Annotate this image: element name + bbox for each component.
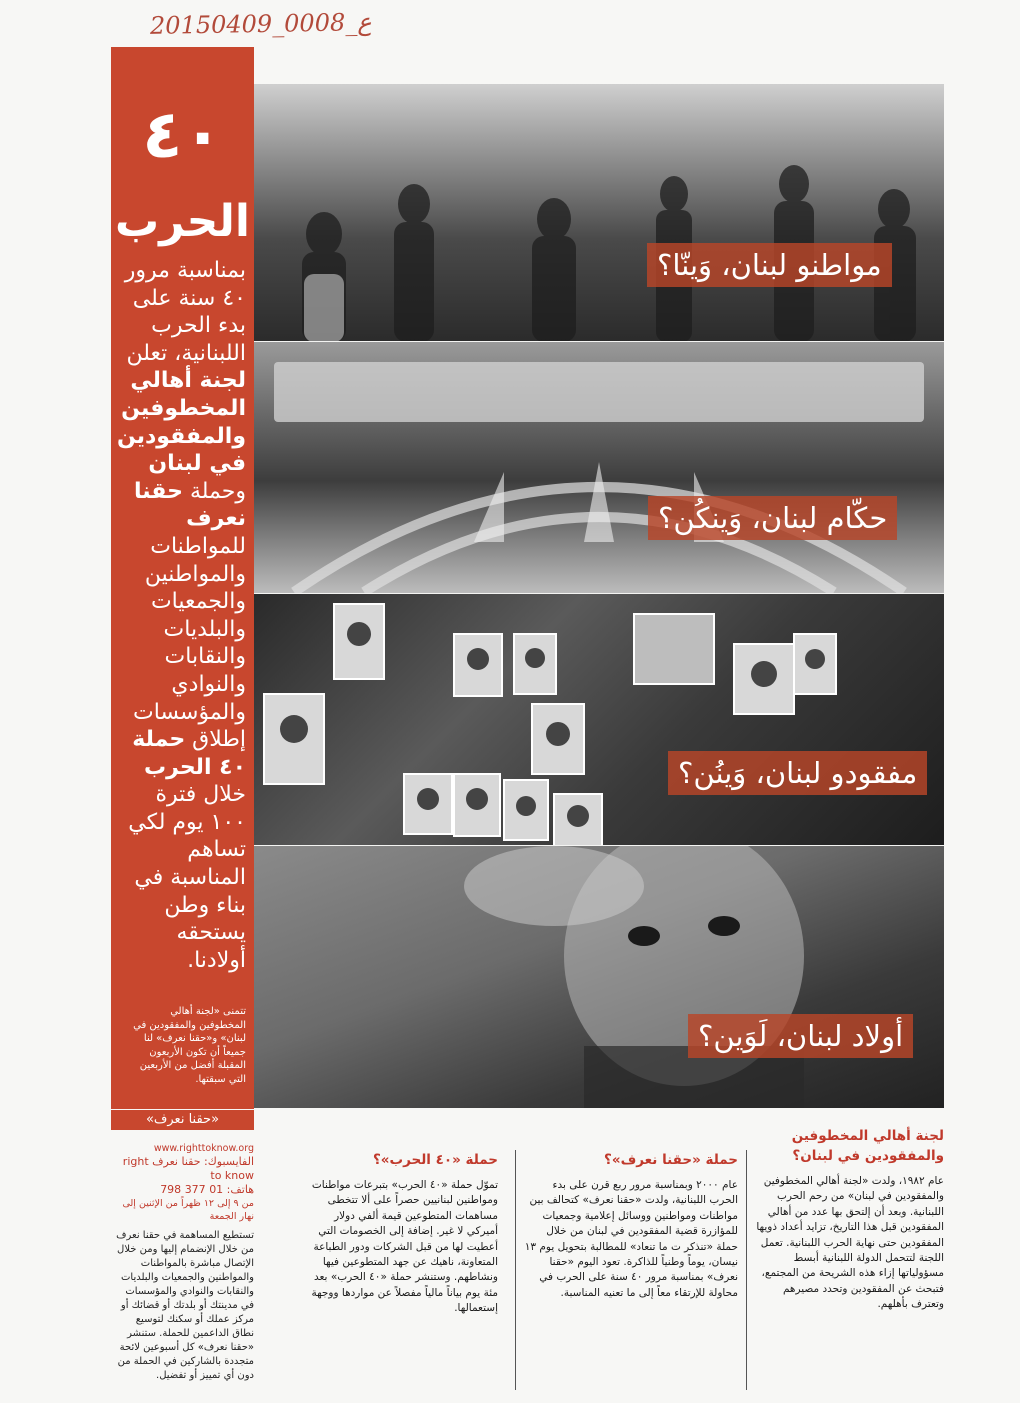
caption-children: أولاد لبنان، لَوَين؟: [688, 1014, 913, 1058]
article-campaign-40: [304, 1150, 498, 1317]
article-right-to-know-title: حملة «حقنا نعرف»؟: [604, 1152, 738, 1168]
campaign-wish-note: تتمنى «لجنة أهالي المخطوفين والمفقودين في لبنان» و«حقنا نعرف» لنا جميعاً أن تكون الأربعون المقبلة أفضل من الأربعين التي سبقتها.: [133, 1006, 246, 1085]
caption-citizens: مواطنو لبنان، وَينّا؟: [647, 243, 892, 287]
article-right-to-know: [523, 1150, 738, 1301]
campaign-word: الحرب: [115, 196, 250, 247]
caption-missing: مفقودو لبنان، وَينُن؟: [668, 751, 927, 795]
campaign-sidebar: [111, 47, 254, 1109]
campaign-announcement: [116, 257, 246, 974]
article-committee-title: لجنة أهالي المخطوفين والمفقودين في لبنان؟: [791, 1128, 944, 1164]
brand-strip: «حقنا نعرف»: [111, 1110, 254, 1130]
parliament-hemicycle: [254, 342, 944, 594]
portrait-cards: [254, 594, 944, 846]
phone-number: هاتف: 01 377 798: [160, 1183, 254, 1196]
announcement-bold-1: لجنة أهالي المخطوفين والمفقودين في لبنان: [116, 368, 246, 477]
crowd-silhouettes: [254, 84, 944, 342]
participation-intro: تستطيع المساهمة في حقنا نعرف من خلال الإنضمام إليها ومن خلال الإتصال مباشرة بالمواطنات والمواطنين والجمعيات والبلديات والنقابات والنوادي والمؤسسات في مدينتك أو بلدتك أو قضائك أو مركز عملك أو سكنك لتوسيع نطاق الداعمين للحملة. ستنشر «حقنا نعرف» كل أسبوعين لائحة متجددة بالشاركين في الحملة من دون أي تمييز أو تفضيل.: [116, 1230, 254, 1381]
contact-block: [113, 1142, 254, 1383]
photo-child: [254, 846, 944, 1108]
announcement-bold-2: حقنا نعرف: [134, 478, 246, 532]
announcement-bold-3: حملة ٤٠ الحرب: [132, 727, 246, 780]
caption-rulers: حكّام لبنان، وَينكُن؟: [648, 496, 897, 540]
photo-citizens-crowd: [254, 84, 944, 342]
photo-missing-portraits: [254, 594, 944, 846]
child-portrait: [254, 846, 944, 1108]
announcement-text-1: بمناسبة مرور ٤٠ سنة على بدء الحرب اللبنانية، تعلن: [124, 258, 246, 366]
article-committee-body: عام ١٩٨٢، ولدت «لجنة أهالي المخطوفين والمفقودين في لبنان» من رحم الحرب اللبنانية. وبعد أن إلتحق بها عدد من أهالي المفقودين قبل هذا التاريخ، تزايد أعداد ذويها المفقودين حتى نهاية الحرب اللبنانية. تعمل اللجنة لتتحمل الدولة اللبنانية أبسط مسؤولياتها إزاء هذه الشريحة من المجتمع، فتبحث عن المفقودين وتحدد مصيرهم وتعترف بأهلهم.: [756, 1175, 944, 1311]
office-hours: من ٩ إلى ١٢ ظهراً من الإثنين إلى نهار الجمعة: [122, 1198, 254, 1222]
article-committee: [756, 1126, 944, 1313]
photo-parliament-seats: [254, 342, 944, 594]
article-campaign-40-title: حملة «٤٠ الحرب»؟: [372, 1152, 498, 1168]
announcement-text-2: وحملة: [182, 478, 246, 504]
column-rule: [515, 1150, 516, 1390]
column-rule: [746, 1150, 747, 1390]
handwritten-archive-stamp: 20150409_0008_ع: [149, 8, 372, 40]
website-link[interactable]: www.righttoknow.org: [153, 1143, 254, 1154]
announcement-text-3: للمواطنات والمواطنين والجمعيات والبلديات والنقابات والنوادي والمؤسسات إطلاق: [133, 533, 246, 753]
article-right-to-know-body: عام ٢٠٠٠ وبمناسبة مرور ربع قرن على بدء الحرب اللبنانية، ولدت «حقنا نعرف» كتحالف بين مواطنات ومواطنين ووسائل إعلامية وجمعيات للمؤازرة قضية المفقودين في لبنان من خلال حملة «تنذكر ت ما تنعاد» للمطالبة بتحويل يوم ١٣ نيسان، يوماً وطنياً للذاكرة. تعود اليوم «حقنا نعرف» بمناسبة مرور ٤٠ سنة على الحرب في محاولة للإرتقاء معاً إلى ما تعنيه المناسبة.: [524, 1179, 738, 1299]
campaign-number: ٤٠: [142, 96, 223, 173]
announcement-text-4: خلال فترة ١٠٠ يوم لكي تساهم المناسبة في بناء وطن يستحقه أولادنا.: [128, 782, 246, 973]
article-campaign-40-body: تموّل حملة «٤٠ الحرب» بتبرعات مواطنات ومواطنين لبنانيين حصراً على ألا تتخطى مساهمات المتطوعين قيمة ألفي دولار أميركي لا غير. إضافة إلى الخصومات التي أعطيت لها من قبل الشركات ودور الطباعة المتعاونة، ناهيك عن جهد المتطوعين فيها ونشاطهم. وستنشر حملة «٤٠ الحرب» بعد مئة يوم بياناً مالياً مفصلاً عن مواردها ووجهة إستعمالها.: [311, 1179, 498, 1315]
facebook-handle: الفايسبوك: حقنا نعرف right to know: [122, 1155, 254, 1182]
